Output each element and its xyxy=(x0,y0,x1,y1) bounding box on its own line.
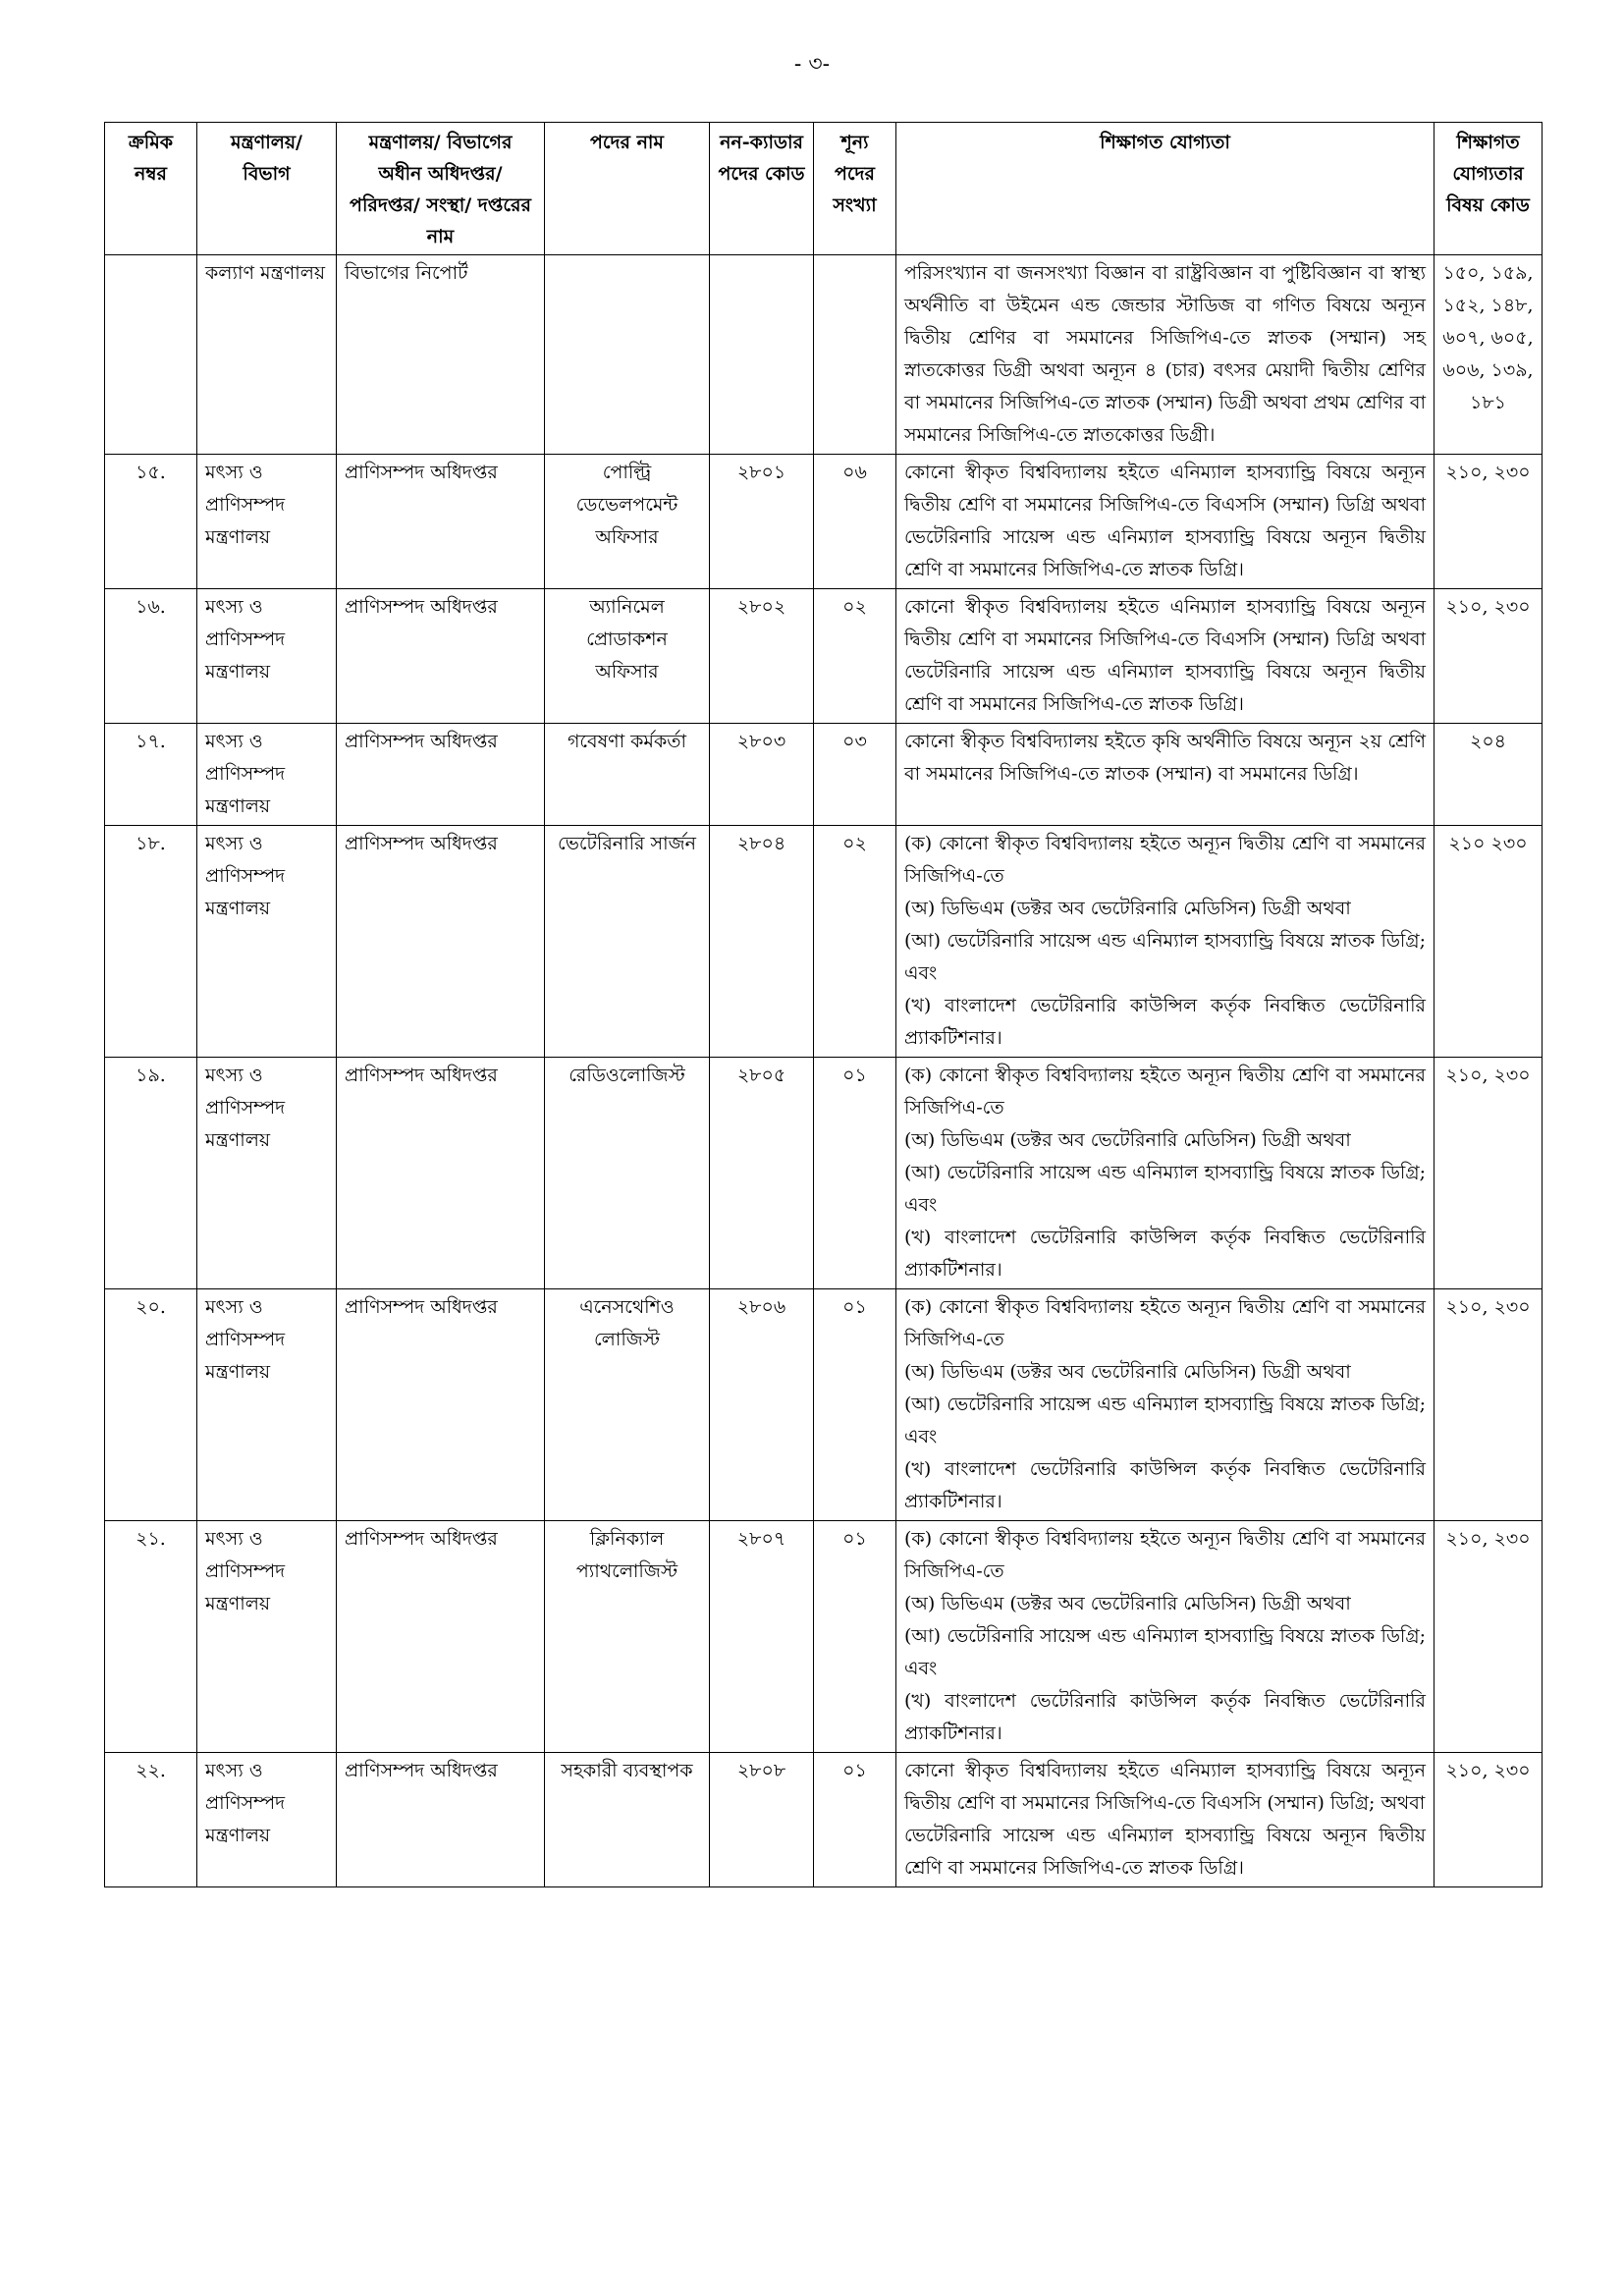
qualification-cell xyxy=(896,589,1435,724)
post-name-cell xyxy=(545,255,710,455)
header-qualification: শিক্ষাগত যোগ্যতা xyxy=(896,123,1435,255)
qualification-line: (আ) ভেটেরিনারি সায়েন্স এন্ড এনিম্যাল হাসব্যান্ড্রি বিষয়ে স্নাতক ডিগ্রি; এবং xyxy=(904,1394,1426,1448)
ministry-cell: মৎস্য ও প্রাণিসম্পদ মন্ত্রণালয় xyxy=(197,826,337,1058)
qualification-cell xyxy=(896,1521,1435,1753)
directorate-cell: প্রাণিসম্পদ অধিদপ্তর xyxy=(337,589,545,724)
post-code-cell: ২৮০২ xyxy=(710,589,814,724)
serial-cell: ১৭. xyxy=(105,724,197,826)
serial-cell: ১৫. xyxy=(105,455,197,589)
table-row xyxy=(105,455,1543,589)
ministry-cell: মৎস্য ও প্রাণিসম্পদ মন্ত্রণালয় xyxy=(197,589,337,724)
qualification-line: কোনো স্বীকৃত বিশ্ববিদ্যালয় হইতে এনিম্যাল হাসব্যান্ড্রি বিষয়ে অন্যূন দ্বিতীয় শ্রেণি বা সমমানের সিজিপিএ-তে বিএসসি (সম্মান) ডিগ্রি; অথবা xyxy=(904,1760,1426,1814)
qualification-line: (আ) ভেটেরিনারি সায়েন্স এন্ড এনিম্যাল হাসব্যান্ড্রি বিষয়ে স্নাতক ডিগ্রি; এবং xyxy=(904,930,1426,984)
qualification-line: (অ) ডিভিএম (ডক্টর অব ভেটেরিনারি মেডিসিন) ডিগ্রী অথবা xyxy=(904,1593,1351,1614)
post-name-cell: এনেসথেশিও লোজিস্ট xyxy=(545,1289,710,1521)
vacancy-count-cell xyxy=(814,255,896,455)
post-name-cell: ক্লিনিক্যাল প্যাথলোজিস্ট xyxy=(545,1521,710,1753)
qualification-cell xyxy=(896,1753,1435,1887)
table-row xyxy=(105,1289,1543,1521)
vacancy-count-cell: ০১ xyxy=(814,1058,896,1289)
directorate-cell: প্রাণিসম্পদ অধিদপ্তর xyxy=(337,1289,545,1521)
directorate-cell: প্রাণিসম্পদ অধিদপ্তর xyxy=(337,1058,545,1289)
post-code-cell: ২৮০৬ xyxy=(710,1289,814,1521)
vacancy-count-cell: ০৬ xyxy=(814,455,896,589)
post-code-cell: ২৮০৪ xyxy=(710,826,814,1058)
qualification-line: (খ) বাংলাদেশ ভেটেরিনারি কাউন্সিল কর্তৃক নিবন্ধিত ভেটেরিনারি প্র্যাকটিশনার। xyxy=(904,995,1426,1049)
qualification-cell xyxy=(896,826,1435,1058)
subject-code-cell: ১৫০, ১৫৯, ১৫২, ১৪৮, ৬০৭, ৬০৫, ৬০৬, ১৩৯, ১৮১ xyxy=(1435,255,1543,455)
subject-code-cell: ২১০, ২৩০ xyxy=(1435,455,1543,589)
post-code-cell: ২৮০৭ xyxy=(710,1521,814,1753)
subject-code-cell: ২১০ ২৩০ xyxy=(1435,826,1543,1058)
post-code-cell: ২৮০৩ xyxy=(710,724,814,826)
qualification-line: পরিসংখ্যান বা জনসংখ্যা বিজ্ঞান বা রাষ্ট্রবিজ্ঞান বা পুষ্টিবিজ্ঞান বা স্বাস্থ্য অর্থনীতি বা উইমেন এন্ড জেন্ডার স্টাডিজ বা গণিত বিষয়ে অন্যূন দ্বিতীয় শ্রেণির বা সমমানের সিজিপিএ-তে স্নাতক (সম্মান) সহ স্নাতকোত্তর ডিগ্রী অথবা অন্যূন ৪ (চার) বৎসর মেয়াদী দ্বিতীয় শ্রেণির বা সমমানের সিজিপিএ-তে স্নাতক (সম্মান) ডিগ্রী অথবা প্রথম শ্রেণির বা সমমানের সিজিপিএ-তে স্নাতকোত্তর ডিগ্রী। xyxy=(904,262,1426,446)
qualification-cell xyxy=(896,724,1435,826)
qualification-line: (খ) বাংলাদেশ ভেটেরিনারি কাউন্সিল কর্তৃক নিবন্ধিত ভেটেরিনারি প্র্যাকটিশনার। xyxy=(904,1227,1426,1281)
qualification-cell xyxy=(896,455,1435,589)
header-vacancy: শূন্য পদের সংখ্যা xyxy=(814,123,896,255)
serial-cell: ১৯. xyxy=(105,1058,197,1289)
qualification-line: কোনো স্বীকৃত বিশ্ববিদ্যালয় হইতে এনিম্যাল হাসব্যান্ড্রি বিষয়ে অন্যূন দ্বিতীয় শ্রেণি বা সমমানের সিজিপিএ-তে বিএসসি (সম্মান) ডিগ্রি অথবা ভেটেরিনারি সায়েন্স এন্ড এনিম্যাল হাসব্যান্ড্রি বিষয়ে অন্যূন দ্বিতীয় শ্রেণি বা সমমানের সিজিপিএ-তে স্নাতক ডিগ্রি। xyxy=(904,596,1426,715)
vacancy-count-cell: ০২ xyxy=(814,589,896,724)
vacancy-count-cell: ০১ xyxy=(814,1753,896,1887)
qualification-cell xyxy=(896,1058,1435,1289)
qualification-line: (অ) ডিভিএম (ডক্টর অব ভেটেরিনারি মেডিসিন) ডিগ্রী অথবা xyxy=(904,1129,1351,1151)
table-row xyxy=(105,589,1543,724)
directorate-cell: প্রাণিসম্পদ অধিদপ্তর xyxy=(337,724,545,826)
post-name-cell: সহকারী ব্যবস্থাপক xyxy=(545,1753,710,1887)
subject-code-cell: ২১০, ২৩০ xyxy=(1435,1753,1543,1887)
qualification-line: ভেটেরিনারি সায়েন্স এন্ড এনিম্যাল হাসব্যান্ড্রি বিষয়ে অন্যূন দ্বিতীয় শ্রেণি বা সমমানের সিজিপিএ-তে স্নাতক ডিগ্রি। xyxy=(904,1825,1426,1879)
serial-cell: ১৮. xyxy=(105,826,197,1058)
subject-code-cell: ২১০, ২৩০ xyxy=(1435,1289,1543,1521)
header-row xyxy=(105,123,1543,255)
vacancy-count-cell: ০৩ xyxy=(814,724,896,826)
qualification-line: (খ) বাংলাদেশ ভেটেরিনারি কাউন্সিল কর্তৃক নিবন্ধিত ভেটেরিনারি প্র্যাকটিশনার। xyxy=(904,1458,1426,1512)
subject-code-cell: ২১০, ২৩০ xyxy=(1435,1058,1543,1289)
header-ministry: মন্ত্রণালয়/ বিভাগ xyxy=(197,123,337,255)
qualification-line: (আ) ভেটেরিনারি সায়েন্স এন্ড এনিম্যাল হাসব্যান্ড্রি বিষয়ে স্নাতক ডিগ্রি; এবং xyxy=(904,1162,1426,1216)
post-code-cell: ২৮০৫ xyxy=(710,1058,814,1289)
post-code-cell xyxy=(710,255,814,455)
header-subject-code: শিক্ষাগত যোগ্যতার বিষয় কোড xyxy=(1435,123,1543,255)
qualification-cell xyxy=(896,255,1435,455)
header-code: নন-ক্যাডার পদের কোড xyxy=(710,123,814,255)
qualification-line: (ক) কোনো স্বীকৃত বিশ্ববিদ্যালয় হইতে অন্যূন দ্বিতীয় শ্রেণি বা সমমানের সিজিপিএ-তে xyxy=(904,1528,1426,1582)
serial-cell: ২১. xyxy=(105,1521,197,1753)
table-row xyxy=(105,724,1543,826)
header-post: পদের নাম xyxy=(545,123,710,255)
directorate-cell: প্রাণিসম্পদ অধিদপ্তর xyxy=(337,455,545,589)
post-name-cell: রেডিওলোজিস্ট xyxy=(545,1058,710,1289)
directorate-cell: বিভাগের নিপোর্ট xyxy=(337,255,545,455)
directorate-cell: প্রাণিসম্পদ অধিদপ্তর xyxy=(337,826,545,1058)
post-code-cell: ২৮০১ xyxy=(710,455,814,589)
post-name-cell: ভেটেরিনারি সার্জন xyxy=(545,826,710,1058)
ministry-cell: মৎস্য ও প্রাণিসম্পদ মন্ত্রণালয় xyxy=(197,1058,337,1289)
serial-cell: ২০. xyxy=(105,1289,197,1521)
qualification-line: (খ) বাংলাদেশ ভেটেরিনারি কাউন্সিল কর্তৃক নিবন্ধিত ভেটেরিনারি প্র্যাকটিশনার। xyxy=(904,1690,1426,1744)
qualification-line: (ক) কোনো স্বীকৃত বিশ্ববিদ্যালয় হইতে অন্যূন দ্বিতীয় শ্রেণি বা সমমানের সিজিপিএ-তে xyxy=(904,1065,1426,1119)
table-row xyxy=(105,1753,1543,1887)
subject-code-cell: ২১০, ২৩০ xyxy=(1435,1521,1543,1753)
directorate-cell: প্রাণিসম্পদ অধিদপ্তর xyxy=(337,1521,545,1753)
table-row xyxy=(105,1058,1543,1289)
table-row xyxy=(105,826,1543,1058)
subject-code-cell: ২০৪ xyxy=(1435,724,1543,826)
qualification-line: (ক) কোনো স্বীকৃত বিশ্ববিদ্যালয় হইতে অন্যূন দ্বিতীয় শ্রেণি বা সমমানের সিজিপিএ-তে xyxy=(904,833,1426,887)
ministry-cell: মৎস্য ও প্রাণিসম্পদ মন্ত্রণালয় xyxy=(197,1521,337,1753)
vacancy-count-cell: ০১ xyxy=(814,1521,896,1753)
qualification-cell xyxy=(896,1289,1435,1521)
header-directorate: মন্ত্রণালয়/ বিভাগের অধীন অধিদপ্তর/ পরিদপ্তর/ সংস্থা/ দপ্তরের নাম xyxy=(337,123,545,255)
ministry-cell: কল্যাণ মন্ত্রণালয় xyxy=(197,255,337,455)
header-serial: ক্রমিক নম্বর xyxy=(105,123,197,255)
post-name-cell: গবেষণা কর্মকর্তা xyxy=(545,724,710,826)
post-name-cell: অ্যানিমেল প্রোডাকশন অফিসার xyxy=(545,589,710,724)
vacancy-count-cell: ০১ xyxy=(814,1289,896,1521)
vacancy-table xyxy=(104,122,1543,1887)
serial-cell: ২২. xyxy=(105,1753,197,1887)
post-name-cell: পোল্ট্রি ডেভেলপমেন্ট অফিসার xyxy=(545,455,710,589)
table-row xyxy=(105,1521,1543,1753)
ministry-cell: মৎস্য ও প্রাণিসম্পদ মন্ত্রণালয় xyxy=(197,455,337,589)
qualification-line: (অ) ডিভিএম (ডক্টর অব ভেটেরিনারি মেডিসিন) ডিগ্রী অথবা xyxy=(904,1361,1351,1383)
serial-cell xyxy=(105,255,197,455)
ministry-cell: মৎস্য ও প্রাণিসম্পদ মন্ত্রণালয় xyxy=(197,724,337,826)
vacancy-count-cell: ০২ xyxy=(814,826,896,1058)
table-row xyxy=(105,255,1543,455)
serial-cell: ১৬. xyxy=(105,589,197,724)
qualification-line: কোনো স্বীকৃত বিশ্ববিদ্যালয় হইতে এনিম্যাল হাসব্যান্ড্রি বিষয়ে অন্যূন দ্বিতীয় শ্রেণি বা সমমানের সিজিপিএ-তে বিএসসি (সম্মান) ডিগ্রি অথবা ভেটেরিনারি সায়েন্স এন্ড এনিম্যাল হাসব্যান্ড্রি বিষয়ে অন্যূন দ্বিতীয় শ্রেণি বা সমমানের সিজিপিএ-তে স্নাতক ডিগ্রি। xyxy=(904,462,1426,580)
qualification-line: (অ) ডিভিএম (ডক্টর অব ভেটেরিনারি মেডিসিন) ডিগ্রী অথবা xyxy=(904,898,1351,919)
post-code-cell: ২৮০৮ xyxy=(710,1753,814,1887)
subject-code-cell: ২১০, ২৩০ xyxy=(1435,589,1543,724)
qualification-line: (আ) ভেটেরিনারি সায়েন্স এন্ড এনিম্যাল হাসব্যান্ড্রি বিষয়ে স্নাতক ডিগ্রি; এবং xyxy=(904,1625,1426,1679)
ministry-cell: মৎস্য ও প্রাণিসম্পদ মন্ত্রণালয় xyxy=(197,1753,337,1887)
table-body xyxy=(105,255,1543,1887)
page-number: - ৩- xyxy=(793,52,831,77)
ministry-cell: মৎস্য ও প্রাণিসম্পদ মন্ত্রণালয় xyxy=(197,1289,337,1521)
qualification-line: কোনো স্বীকৃত বিশ্ববিদ্যালয় হইতে কৃষি অর্থনীতি বিষয়ে অন্যূন ২য় শ্রেণি বা সমমানের সিজিপিএ-তে স্নাতক (সম্মান) বা সমমানের ডিগ্রি। xyxy=(904,731,1426,785)
qualification-line: (ক) কোনো স্বীকৃত বিশ্ববিদ্যালয় হইতে অন্যূন দ্বিতীয় শ্রেণি বা সমমানের সিজিপিএ-তে xyxy=(904,1296,1426,1350)
directorate-cell: প্রাণিসম্পদ অধিদপ্তর xyxy=(337,1753,545,1887)
